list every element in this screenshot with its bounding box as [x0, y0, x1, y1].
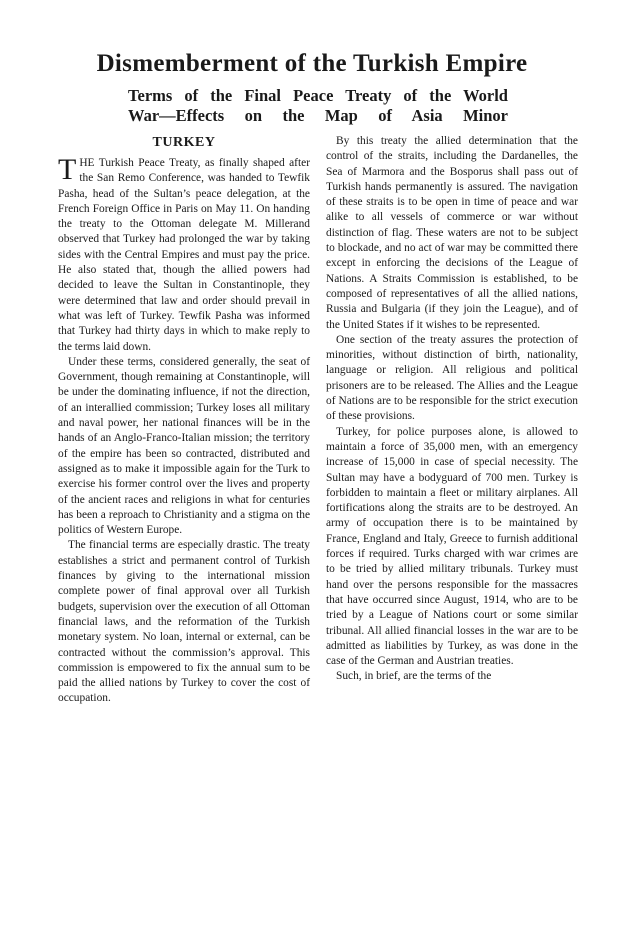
subtitle-line-2: War—Effects on the Map of Asia Minor — [128, 106, 508, 125]
left-column — [58, 134, 310, 707]
paragraph-1 — [58, 153, 310, 355]
right-column — [326, 134, 578, 685]
drop-cap: T — [58, 153, 77, 186]
article-title: Dismemberment of the Turkish Empire — [96, 50, 528, 77]
paragraph-5: One section of the treaty assures the protection of minorities, without distinction of birth, nationality, language or religion. All religious and political prisoners are to be released. The Allies and the League of Nations are to be responsible for the strict execution of these provisions. — [326, 333, 578, 423]
section-heading-turkey: TURKEY — [152, 135, 216, 150]
article-subtitle — [128, 86, 508, 126]
paragraph-4: By this treaty the allied determination that the control of the straits, including the Dardanelles, the Sea of Marmora and the Bosporus shall pass out of Turkish hands permanently is assured. The navigation of these straits is to be open in time of peace and war alike to all vessels of commerce or war without distinction of flag. These waters are not to be subject to blockade, and no act of war may be committed there except in enforcing the decisions of the League of Nations. A Straits Commission is established, to be composed of representatives of all the allied nations, Russia and Bulgaria (if they join the League), and of the United States if it wishes to be represented. — [326, 135, 578, 331]
paragraph-2: Under these terms, considered generally, the seat of Government, though remaining at Constantinople, will be under the dominating influence, if not the direction, of an interallied commission; Turkey loses all military and naval power, her national finances will be in the hands of an Anglo-Franco-Italian mission; the territory of the empire has been so contracted, distributed and assigned as to make it impossible again for the Turk to exercise his former control over the lives and property of the ancient races and religions in what for centuries has been a reproach to Christianity and a stigma on the politics of Western Europe. — [58, 355, 310, 537]
paragraph-1-text: HE Turkish Peace Treaty, as finally shaped after the San Remo Conference, was handed to Tewfik Pasha, head of the Sultan’s peace delegation, at the French Foreign Office in Paris on May 11. On handing the treaty to the Ottoman delegate M. Millerand observed that Turkey had prolonged the war by taking sides with the Central Empires and must pay the price. He also stated that, though the allied powers had decided to leave the Sultan in Constantinople, they were determined that law and order should prevail in what was left of Turkey. Tewfik Pasha was informed that Turkey had thirty days in which to make reply to the terms laid down. — [58, 157, 310, 353]
subtitle-line-1: Terms of the Final Peace Treaty of the World — [128, 86, 508, 105]
paragraph-6: Turkey, for police purposes alone, is allowed to maintain a force of 35,000 men, with an emergency increase of 15,000 in case of special necessity. The Sultan may have a bodyguard of 700 men. Turkey is forbidden to maintain a fleet or military airplanes. All fortifications along the straits are to be destroyed. An army of occupation there is to be maintained by France, England and Italy, Greece to furnish additional forces if required. Turks charged with war crimes are to be tried by allied military tribunals. Turkey must hand over the persons responsible for the massacres that have occurred since August, 1914, who are to be tried by a League of Nations court or some similar tribunal. All allied financial losses in the war are to be admitted as liabilities by Turkey, as was done in the case of the German and Austrian treaties. — [326, 425, 578, 668]
paragraph-7: Such, in brief, are the terms of the — [336, 670, 492, 683]
paragraph-3: The financial terms are especially drastic. The treaty establishes a strict and permanent control of Turkish finances by giving to the international mission complete power of final approval over all Turkish budgets, supervision over the execution of all Ottoman financial laws, and the reformation of the Turkish monetary system. No loan, internal or external, can be contracted without the commission’s approval. This commission is empowered to fix the annual sum to be paid the allied nations by Turkey to cover the cost of occupation. — [58, 539, 310, 705]
